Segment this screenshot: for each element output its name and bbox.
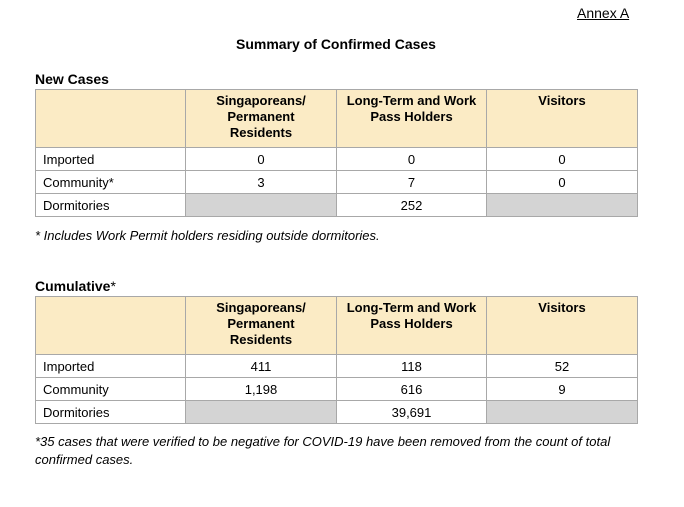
row-label: Community — [36, 378, 186, 401]
cell-sg-empty — [186, 194, 337, 217]
cell-ltp: 39,691 — [337, 401, 487, 424]
column-header-visitors: Visitors — [487, 297, 638, 355]
table-row — [36, 148, 638, 171]
new-cases-heading-text: New Cases — [35, 71, 109, 87]
cell-ltp: 252 — [337, 194, 487, 217]
cell-visitors-empty — [487, 401, 638, 424]
cell-sg: 0 — [186, 148, 337, 171]
row-label: Imported — [36, 355, 186, 378]
cell-visitors: 0 — [487, 148, 638, 171]
header-corner — [36, 297, 186, 355]
table-header-row — [36, 90, 638, 148]
cumulative-heading-text: Cumulative — [35, 278, 111, 294]
cell-ltp: 616 — [337, 378, 487, 401]
cell-visitors: 52 — [487, 355, 638, 378]
cumulative-heading — [35, 278, 116, 294]
cumulative-footnote: *35 cases that were verified to be negative for COVID-19 have been removed from the count of total confirmed cases. — [35, 434, 611, 467]
cell-visitors: 9 — [487, 378, 638, 401]
new-cases-heading — [35, 71, 109, 87]
column-header-visitors: Visitors — [487, 90, 638, 148]
table-row — [36, 171, 638, 194]
page-title: Summary of Confirmed Cases — [236, 36, 436, 52]
row-label: Dormitories — [36, 401, 186, 424]
header-corner — [36, 90, 186, 148]
column-header-sg: Singaporeans/ Permanent Residents — [186, 90, 337, 148]
column-header-ltp: Long-Term and Work Pass Holders — [337, 90, 487, 148]
annex-label: Annex A — [577, 5, 630, 21]
row-label: Imported — [36, 148, 186, 171]
new-cases-table — [35, 89, 638, 217]
cell-sg: 1,198 — [186, 378, 337, 401]
new-cases-footnote: * Includes Work Permit holders residing outside dormitories. — [35, 228, 380, 243]
cell-ltp: 7 — [337, 171, 487, 194]
column-header-ltp: Long-Term and Work Pass Holders — [337, 297, 487, 355]
cell-sg-empty — [186, 401, 337, 424]
cumulative-heading-asterisk: * — [110, 278, 116, 294]
cell-visitors: 0 — [487, 171, 638, 194]
cell-ltp: 118 — [337, 355, 487, 378]
row-label: Community* — [36, 171, 186, 194]
cell-sg: 3 — [186, 171, 337, 194]
table-header-row — [36, 297, 638, 355]
table-row — [36, 194, 638, 217]
table-row — [36, 378, 638, 401]
cumulative-table — [35, 296, 638, 424]
row-label: Dormitories — [36, 194, 186, 217]
cell-visitors-empty — [487, 194, 638, 217]
cell-ltp: 0 — [337, 148, 487, 171]
column-header-sg: Singaporeans/ Permanent Residents — [186, 297, 337, 355]
table-row — [36, 401, 638, 424]
table-row — [36, 355, 638, 378]
cell-sg: 411 — [186, 355, 337, 378]
